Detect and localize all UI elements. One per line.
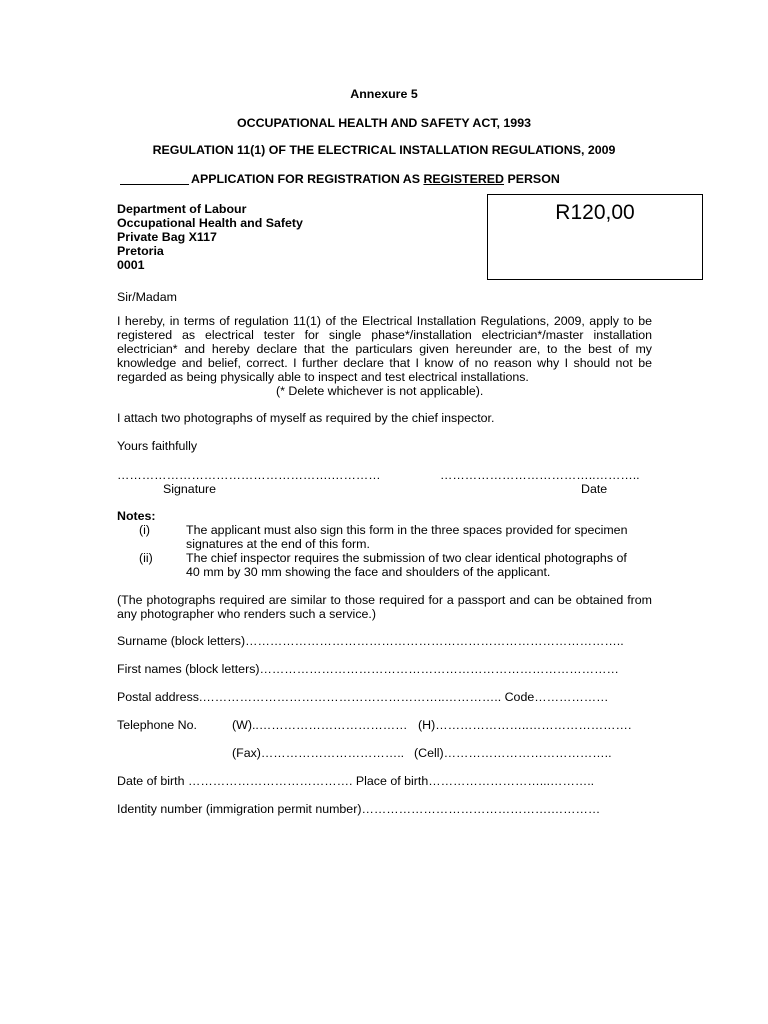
birth-details-field[interactable]: Date of birth …………………………………. Place of birth………………………...……….. [117, 774, 595, 788]
signature-label: Signature [163, 482, 217, 496]
address-line-4: Pretoria [117, 244, 164, 258]
address-line-2: Occupational Health and Safety [117, 216, 303, 230]
telephone-label: Telephone No. [117, 718, 197, 732]
note-text-line: signatures at the end of this form. [186, 537, 370, 551]
note-text-line: The applicant must also sign this form in the three spaces provided for specimen [186, 523, 628, 537]
fee-amount: R120,00 [555, 201, 635, 224]
title-underlined: REGISTERED [423, 172, 505, 186]
date-label: Date [581, 482, 608, 496]
note-text-line: The chief inspector requires the submission of two clear identical photographs of [186, 551, 627, 565]
photo-info-paragraph: (The photographs required are similar to those required for a passport and can be obtained from any photographer who renders such a service.) [117, 593, 652, 621]
annexure-label: Annexure 5 [350, 87, 418, 101]
postal-address-field[interactable]: Postal address.…………………………………………………..………….. Code……………… [117, 690, 609, 704]
note-text-line: 40 mm by 30 mm showing the face and shoulders of the applicant. [186, 565, 551, 579]
telephone-home-field[interactable]: (H)…………………..……………………. [418, 718, 632, 732]
address-line-5: 0001 [117, 258, 145, 272]
act-title: OCCUPATIONAL HEALTH AND SAFETY ACT, 1993 [237, 116, 531, 130]
title-part2: PERSON [504, 172, 560, 186]
note-number: (i) [139, 523, 151, 537]
regulation-title: REGULATION 11(1) OF THE ELECTRICAL INSTALLATION REGULATIONS, 2009 [152, 143, 616, 157]
title-rule [120, 184, 189, 185]
declaration-paragraph: I hereby, in terms of regulation 11(1) of the Electrical Installation Regulations, 2009, apply to be registered as electrical tester for single phase*/installation electrician*/master installation electrician* and hereby declare that the particulars given hereunder are, to the best of my knowledge and belief, correct. I further declare that I know of no reason why I should not be regarded as being physically able to inspect and test electrical installations. [117, 314, 652, 384]
photos-statement: I attach two photographs of myself as required by the chief inspector. [117, 411, 495, 425]
application-title [191, 172, 560, 186]
salutation: Sir/Madam [117, 290, 177, 304]
telephone-work-field[interactable]: (W)..……………………………… [232, 718, 408, 732]
delete-note: (* Delete whichever is not applicable). [276, 384, 484, 398]
signature-line[interactable]: …………………………………………….………… [117, 468, 381, 482]
address-line-1: Department of Labour [117, 202, 247, 216]
fee-box [487, 194, 703, 280]
address-line-3: Private Bag X117 [117, 230, 217, 244]
title-part1: APPLICATION FOR REGISTRATION AS [191, 172, 424, 186]
date-line[interactable]: ………………………………..……….. [440, 468, 640, 482]
identity-number-field[interactable]: Identity number (immigration permit number)……………………………………….………… [117, 802, 601, 816]
note-number: (ii) [139, 551, 153, 565]
first-names-field[interactable]: First names (block letters)…………………………………………………………………………… [117, 662, 619, 676]
surname-field[interactable]: Surname (block letters)……………………………………………………………………………….. [117, 634, 624, 648]
fax-field[interactable]: (Fax)…………………………….. [232, 746, 405, 760]
closing: Yours faithfully [117, 439, 198, 453]
notes-heading: Notes: [117, 509, 156, 523]
cell-field[interactable]: (Cell)………………………………….. [414, 746, 612, 760]
